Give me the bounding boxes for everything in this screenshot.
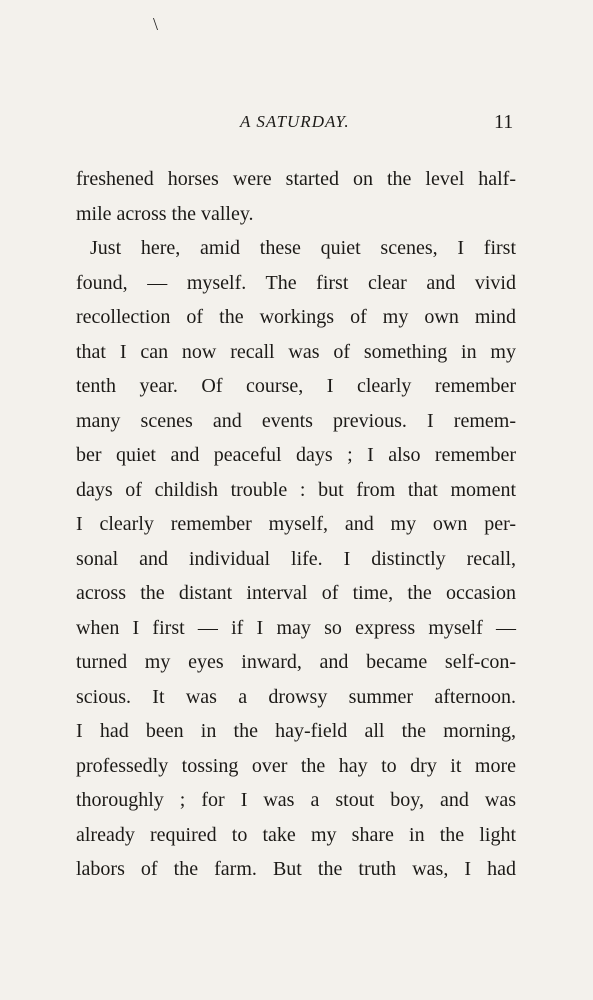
text-line: already required to take my share in the light <box>76 823 516 846</box>
text-line: tenth year. Of course, I clearly remember <box>76 375 516 397</box>
running-title: A SATURDAY. <box>240 112 350 131</box>
text-line: I had been in the hay-field all the morning, <box>76 720 516 742</box>
text-line: ber quiet and peaceful days ; I also remember <box>76 444 516 466</box>
text-line: scious. It was a drowsy summer afternoon. <box>76 685 516 708</box>
text-line: freshened horses were started on the level half- <box>76 168 516 190</box>
text-line: that I can now recall was of something in my <box>76 340 516 363</box>
text-line: sonal and individual life. I distinctly recall, <box>76 547 516 570</box>
text-line: mile across the valley. <box>76 202 254 225</box>
text-line: professedly tossing over the hay to dry it more <box>76 754 516 777</box>
text-line: across the distant interval of time, the occasion <box>76 582 516 604</box>
body-text <box>76 162 516 887</box>
text-line: days of childish trouble : but from that moment <box>76 478 516 501</box>
text-line: recollection of the workings of my own mind <box>76 306 516 328</box>
text-line: found, — myself. The first clear and vivid <box>76 271 516 294</box>
text-line: when I first — if I may so express myself — <box>76 616 516 639</box>
corner-mark: \ <box>153 14 159 34</box>
page-number: 11 <box>494 111 514 133</box>
text-line: labors of the farm. But the truth was, I had <box>76 858 516 880</box>
text-line: many scenes and events previous. I remem- <box>76 409 516 432</box>
text-line: thoroughly ; for I was a stout boy, and was <box>76 789 516 811</box>
text-line: turned my eyes inward, and became self-con- <box>76 651 516 673</box>
text-line: Just here, amid these quiet scenes, I first <box>90 237 516 259</box>
text-line: I clearly remember myself, and my own per- <box>76 513 516 535</box>
running-head <box>0 112 593 136</box>
